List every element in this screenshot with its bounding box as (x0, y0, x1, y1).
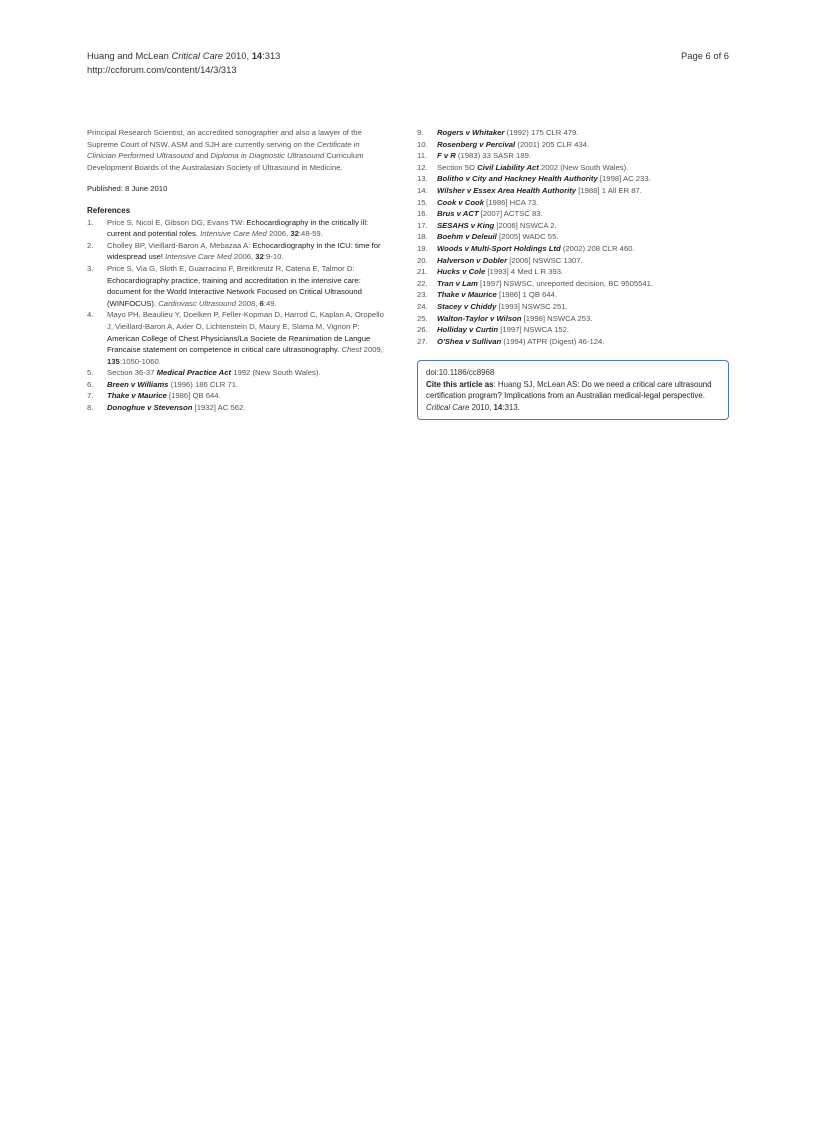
reference-year: 2009, (361, 345, 383, 355)
left-column (87, 127, 387, 414)
legal-reference-item (417, 127, 729, 139)
legal-reference-item (417, 301, 729, 313)
reference-item (87, 309, 387, 367)
reference-year: 2006, (231, 252, 256, 262)
case-citation: [2005] WADC 55. (496, 232, 559, 242)
published-date: Published: 8 June 2010 (87, 184, 168, 194)
reference-pages: :1050-1060. (119, 356, 161, 366)
reference-volume: 135 (107, 356, 120, 366)
reference-number: 13. (417, 174, 428, 184)
reference-title[interactable]: Echocardiography in the ICU: time for widespread use! (107, 240, 381, 262)
cite-authors: : Huang SJ, McLean AS: (493, 379, 582, 389)
legal-reference-item (417, 185, 729, 197)
legal-reference-list (417, 127, 729, 347)
legal-reference-item (417, 243, 729, 255)
reference-number: 20. (417, 255, 428, 265)
case-name: Stacey v Chiddy (437, 301, 497, 311)
case-citation: [1998] AC 233. (597, 174, 651, 184)
cite-journal: Critical Care (426, 403, 470, 413)
case-citation: (1996) 186 CLR 71. (168, 379, 239, 389)
reference-authors: Cholley BP, Vieillard-Baron A, Mebazaa A: (107, 240, 253, 250)
case-citation: (2002) 208 CLR 460. (560, 243, 635, 253)
reference-number: 2. (87, 240, 94, 250)
case-citation: (1992) 175 CLR 479. (504, 128, 579, 137)
right-column (417, 127, 729, 420)
case-citation: [2006] NSWSC 1307. (507, 255, 583, 265)
reference-title[interactable]: Echocardiography practice, training and accreditation in the intensive care: document for the World Interactive Network Focused on Critical Ultrasound (WINFOCUS). (107, 275, 362, 308)
case-name: Hucks v Cole (437, 267, 486, 277)
case-name: Rogers v Whitaker (437, 128, 505, 137)
case-name: Thake v Maurice (107, 391, 167, 401)
legal-reference-item (417, 208, 729, 220)
case-name: Brus v ACT (437, 209, 479, 219)
case-citation: [1993] NSWSC 251. (496, 301, 568, 311)
reference-prefix: Section 36-37 (107, 368, 157, 378)
bio-text-2: Curriculum Development Boards of the Australasian Society of Ultrasound in Medicine. (87, 151, 364, 172)
case-citation: [1986] HCA 73. (484, 197, 539, 207)
legal-reference-item (417, 324, 729, 336)
bio-and: and (193, 151, 211, 161)
page-header (87, 49, 729, 77)
header-article: :313 (262, 50, 281, 61)
case-citation: [1986] QB 644. (166, 391, 221, 401)
case-name: Rosenberg v Percival (437, 139, 516, 149)
reference-number: 5. (87, 368, 94, 378)
legal-reference-item (87, 402, 387, 414)
reference-number: 25. (417, 313, 428, 323)
reference-number: 21. (417, 267, 428, 277)
reference-number: 12. (417, 162, 428, 172)
case-citation: (2001) 205 CLR 434. (515, 139, 590, 149)
reference-number: 14. (417, 185, 428, 195)
legal-reference-item (417, 220, 729, 232)
case-name: Wilsher v Essex Area Health Authority (437, 185, 577, 195)
reference-number: 22. (417, 278, 428, 288)
reference-number: 26. (417, 325, 428, 335)
reference-number: 3. (87, 263, 94, 273)
case-name: Donoghue v Stevenson (107, 403, 193, 413)
reference-number: 9. (417, 128, 424, 137)
legal-reference-item (87, 390, 387, 402)
reference-journal: Intensive Care Med (198, 229, 267, 239)
case-name: Thake v Maurice (437, 290, 497, 300)
reference-number: 19. (417, 243, 428, 253)
legal-reference-item (417, 266, 729, 278)
reference-pages: :48-59. (298, 229, 323, 239)
running-title (87, 49, 729, 63)
reference-prefix: Section 5O (437, 162, 478, 172)
reference-authors: Price S, Via G, Sloth E, Guarracino F, Breitkreutz R, Catena E, Talmor D: (107, 263, 355, 273)
reference-number: 23. (417, 290, 428, 300)
reference-number: 10. (417, 139, 428, 149)
header-year: 2010, (223, 50, 252, 61)
legal-reference-item (417, 231, 729, 243)
legal-reference-item (417, 197, 729, 209)
case-name: Holliday v Curtin (437, 325, 499, 335)
case-citation: [1997] NSWSC, unreported decision, BC 9505541. (477, 278, 654, 288)
reference-journal: Chest (339, 345, 362, 355)
case-name: Cook v Cook (437, 197, 484, 207)
case-name: Bolitho v City and Hackney Health Authority (437, 174, 598, 184)
case-name: Halverson v Dobler (437, 255, 508, 265)
cite-pages: :313. (502, 403, 520, 413)
reference-title[interactable]: American College of Chest Physicians/La Societe de Reanimation de Langue Francaise statement on competence in critical care ultrasonography. (107, 333, 371, 355)
reference-volume: 6 (259, 298, 264, 308)
case-citation: (1994) ATPR (Digest) 46-124. (501, 336, 605, 346)
header-journal: Critical Care (171, 50, 224, 61)
case-name: Medical Practice Act (156, 368, 232, 378)
case-citation: [1988] 1 All ER 87. (576, 185, 642, 195)
reference-year: 2006, (266, 229, 291, 239)
case-name: Woods v Multi-Sport Holdings Ltd (437, 243, 561, 253)
case-name: Breen v Williams (107, 379, 169, 389)
legal-reference-item (87, 367, 387, 379)
reference-title[interactable]: Echocardiography in the critically ill: current and potential roles. (107, 217, 369, 239)
reference-item (87, 240, 387, 263)
bio-certificate-1: Certificate in Clinician Performed Ultrasound (87, 139, 360, 161)
header-volume: 14 (251, 50, 263, 61)
header-url[interactable]: http://ccforum.com/content/14/3/313 (87, 64, 237, 75)
legal-reference-item (417, 255, 729, 267)
reference-year: 2008, (236, 298, 260, 308)
reference-number: 27. (417, 336, 428, 346)
case-citation: 2002 (New South Wales). (538, 162, 629, 172)
reference-number: 18. (417, 232, 428, 242)
reference-authors: Price S, Nicol E, Gibson DG, Evans TW: (107, 217, 247, 227)
reference-number: 4. (87, 310, 94, 320)
reference-item (87, 263, 387, 309)
cite-title[interactable]: Do we need a critical care ultrasound certification program? Implications from an Australian medical-legal perspective. (426, 379, 712, 401)
reference-number: 16. (417, 209, 428, 219)
cite-this-article (426, 379, 720, 414)
reference-item (87, 217, 387, 240)
legal-reference-item (417, 313, 729, 325)
legal-reference-item (417, 150, 729, 162)
case-citation: (1983) 33 SASR 189. (455, 151, 532, 161)
case-citation: [2007] ACTSC 83. (478, 209, 543, 219)
reference-number: 17. (417, 220, 428, 230)
bio-certificate-2: Diploma in Diagnostic Ultrasound (210, 151, 325, 161)
case-citation: [1986] 1 QB 644. (496, 290, 558, 300)
legal-reference-item (417, 278, 729, 290)
page-number: Page 6 of 6 (681, 50, 729, 61)
case-citation: [1993] 4 Med L R 393. (485, 267, 564, 277)
legal-reference-item (417, 289, 729, 301)
reference-number: 11. (417, 151, 428, 161)
reference-journal: Intensive Care Med (162, 252, 232, 262)
legal-reference-item (417, 139, 729, 151)
legal-reference-item (417, 162, 729, 174)
case-name: Boehm v Deleuil (437, 232, 497, 242)
case-citation: [1997] NSWCA 152. (498, 325, 570, 335)
reference-journal: Cardiovasc Ultrasound (156, 298, 237, 308)
header-authors: Huang and McLean (87, 50, 172, 61)
reference-number: 8. (87, 403, 94, 413)
reference-list (87, 217, 387, 414)
case-name: Civil Liability Act (477, 162, 539, 172)
case-name: Tran v Lam (437, 278, 478, 288)
reference-pages: :9-10. (263, 252, 284, 262)
cite-volume: 14 (493, 403, 503, 413)
reference-number: 7. (87, 391, 94, 401)
reference-volume: 32 (255, 252, 264, 262)
legal-reference-item (87, 379, 387, 391)
case-citation: [1998] NSWCA 253. (521, 313, 593, 323)
case-name: F v R (437, 151, 456, 161)
reference-authors: Mayo PH, Beaulieu Y, Doelken P, Feller-Kopman D, Harrod C, Kaplan A, Oropello J, Vieillard-Baron A, Axler O, Lichtenstein D, Maury E, Slama M, Vignon P: (107, 310, 384, 331)
reference-volume: 32 (290, 229, 299, 239)
case-name: Walton-Taylor v Wilson (437, 313, 522, 323)
reference-pages: :49. (263, 298, 277, 308)
reference-number: 15. (417, 197, 428, 207)
reference-number: 1. (87, 217, 94, 227)
case-name: O'Shea v Sullivan (437, 336, 502, 346)
cite-label: Cite this article as (426, 379, 494, 389)
references-heading: References (87, 205, 131, 215)
doi[interactable]: doi:10.1186/cc8968 (426, 368, 495, 378)
legal-reference-item (417, 336, 729, 348)
case-citation: 1992 (New South Wales). (231, 368, 321, 378)
bio-text-1: Principal Research Scientist, an accredited sonographer and also a lawyer of the Supreme Court of NSW. ASM and SJH are currently serving on the (87, 128, 362, 149)
legal-reference-item (417, 173, 729, 185)
reference-number: 6. (87, 379, 94, 389)
author-bio (87, 127, 387, 173)
reference-number: 24. (417, 301, 428, 311)
case-citation: [2006] NSWCA 2. (494, 220, 557, 230)
citation-box (417, 360, 729, 419)
case-citation: [1932] AC 562. (192, 403, 246, 413)
cite-year: 2010, (469, 403, 494, 413)
case-name: SESAHS v King (437, 220, 495, 230)
